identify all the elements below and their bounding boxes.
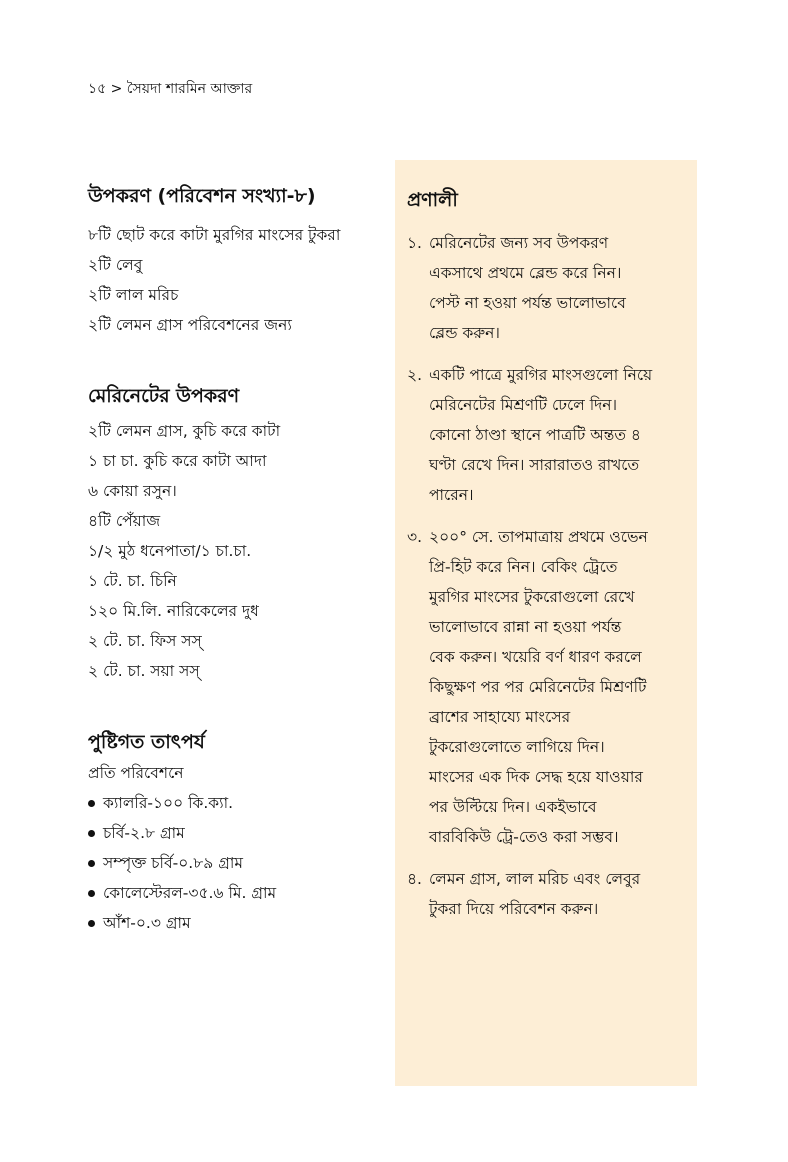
step-text: [429, 864, 693, 924]
method-steps: [407, 228, 693, 936]
step-line: কোনো ঠাণ্ডা স্থানে পাত্রটি অন্তত ৪: [429, 426, 641, 444]
ingredients-title: উপকরণ (পরিবেশন সংখ্যা-৮): [88, 185, 316, 207]
nutrition-section: [88, 726, 388, 938]
method-step: [407, 360, 693, 510]
method-step: [407, 864, 693, 924]
step-line: টুকরোগুলোতে লাগিয়ে দিন।: [429, 738, 605, 756]
nutrition-item-text: আঁশ-০.৩ গ্রাম: [103, 914, 191, 932]
step-line: প্রি-হিট করে নিন। বেকিং ট্রেতে: [429, 558, 618, 576]
step-line: মুরগির মাংসের টুকরোগুলো রেখে: [429, 588, 635, 606]
method-title: প্রণালী: [407, 189, 458, 211]
method-panel: [395, 160, 697, 1086]
running-head: ১৫ > সৈয়দা শারমিন আক্তার: [88, 81, 253, 97]
marinade-item: ১২০ মি.লি. নারিকেলের দুধ: [88, 602, 259, 620]
nutrition-item: [88, 848, 388, 878]
ingredients-column: [88, 180, 388, 938]
nutrition-item-text: ক্যালরি-১০০ কি.ক্যা.: [103, 794, 234, 812]
nutrition-list: [88, 788, 388, 938]
step-text: [429, 522, 693, 852]
ingredient-item: ২টি লেবু: [88, 256, 143, 274]
step-line: পারেন।: [429, 486, 474, 504]
marinade-item: ১/২ মুঠ ধনেপাতা/১ চা.চা.: [88, 542, 252, 560]
step-line: পেস্ট না হওয়া পর্যন্ত ভালোভাবে: [429, 294, 626, 312]
marinade-list: [88, 416, 388, 686]
step-line: ব্লেন্ড করুন।: [429, 324, 500, 342]
step-line: বেক করুন। খয়েরি বর্ণ ধারণ করলে: [429, 648, 642, 666]
step-number: ২.: [407, 366, 423, 384]
marinade-section: [88, 380, 388, 686]
nutrition-subtitle: প্রতি পরিবেশনে: [88, 764, 184, 782]
step-line: একটি পাত্রে মুরগির মাংসগুলো নিয়ে: [429, 366, 653, 384]
step-text: [429, 228, 693, 348]
marinade-item: ৬ কোয়া রসুন।: [88, 482, 177, 500]
step-line: পর উল্টিয়ে দিন। একইভাবে: [429, 798, 597, 816]
step-line: বারবিকিউ ট্রে-তেও করা সম্ভব।: [429, 828, 619, 846]
marinade-item: ১ টে. চা. চিনি: [88, 572, 177, 590]
ingredient-item: ২টি লাল মরিচ: [88, 286, 179, 304]
bullet-icon: [88, 800, 95, 807]
method-step: [407, 522, 693, 852]
marinade-item: ৪টি পেঁয়াজ: [88, 512, 161, 530]
nutrition-title: পুষ্টিগত তাৎপর্য: [88, 731, 205, 753]
step-line: লেমন গ্রাস, লাল মরিচ এবং লেবুর: [429, 870, 641, 888]
nutrition-item: [88, 878, 388, 908]
step-line: ভালোভাবে রান্না না হওয়া পর্যন্ত: [429, 618, 622, 636]
step-line: মেরিনেটের জন্য সব উপকরণ: [429, 234, 609, 252]
nutrition-item: [88, 818, 388, 848]
step-number: ৩.: [407, 528, 423, 546]
bullet-icon: [88, 890, 95, 897]
nutrition-item-text: সম্পৃক্ত চর্বি-০.৮৯ গ্রাম: [103, 854, 243, 872]
nutrition-item: [88, 788, 388, 818]
bullet-icon: [88, 920, 95, 927]
marinade-item: ২ টে. চা. ফিস সস্: [88, 632, 202, 650]
step-line: টুকরা দিয়ে পরিবেশন করুন।: [429, 900, 599, 918]
ingredient-item: ৮টি ছোট করে কাটা মুরগির মাংসের টুকরা: [88, 226, 341, 244]
bullet-icon: [88, 860, 95, 867]
step-line: মেরিনেটের মিশ্রণটি ঢেলে দিন।: [429, 396, 618, 414]
method-step: [407, 228, 693, 348]
step-line: একসাথে প্রথমে ব্লেন্ড করে নিন।: [429, 264, 622, 282]
nutrition-item-text: চর্বি-২.৮ গ্রাম: [103, 824, 185, 842]
step-line: ২০০° সে. তাপমাত্রায় প্রথমে ওভেন: [429, 528, 648, 546]
nutrition-item-text: কোলেস্টেরল-৩৫.৬ মি. গ্রাম: [103, 884, 277, 902]
step-number: ৪.: [407, 870, 422, 888]
marinade-item: ২ টে. চা. সয়া সস্: [88, 662, 200, 680]
step-text: [429, 360, 693, 510]
step-line: মাংসের এক দিক সেদ্ধ হয়ে যাওয়ার: [429, 768, 643, 786]
step-line: ঘণ্টা রেখে দিন। সারারাতও রাখতে: [429, 456, 640, 474]
step-line: ব্রাশের সাহায্যে মাংসের: [429, 708, 571, 726]
step-line: কিছুক্ষণ পর পর মেরিনেটের মিশ্রণটি: [429, 678, 647, 696]
nutrition-item: [88, 908, 388, 938]
ingredients-list: [88, 220, 388, 340]
step-number: ১.: [407, 234, 422, 252]
bullet-icon: [88, 830, 95, 837]
marinade-title: মেরিনেটের উপকরণ: [88, 385, 240, 407]
marinade-item: ২টি লেমন গ্রাস, কুচি করে কাটা: [88, 422, 281, 440]
ingredient-item: ২টি লেমন গ্রাস পরিবেশনের জন্য: [88, 316, 292, 334]
ingredients-section: [88, 180, 388, 340]
marinade-item: ১ চা চা. কুচি করে কাটা আদা: [88, 452, 267, 470]
